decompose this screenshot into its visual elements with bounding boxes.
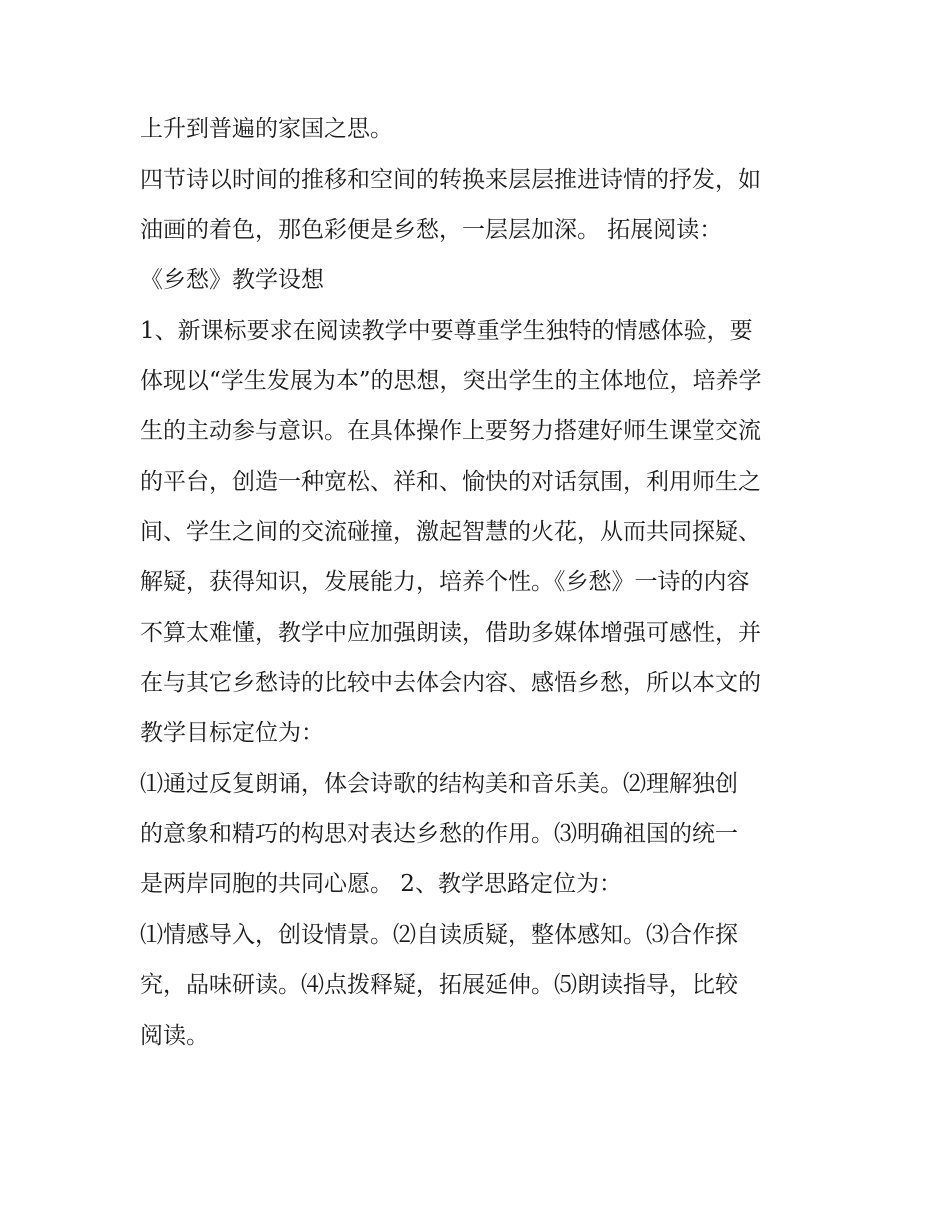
text-line: 1、新课标要求在阅读教学中要尊重学生独特的情感体验，要 [140, 318, 753, 344]
text-line: 的意象和精巧的构思对表达乡愁的作用。⑶明确祖国的统一 [140, 821, 738, 847]
text-line: 上升到普遍的家国之思。 [140, 116, 393, 142]
text-line: 解疑，获得知识，发展能力，培养个性。《乡愁》一诗的内容 [140, 569, 750, 595]
text-line: 是两岸同胞的共同心愿。 2、教学思路定位为： [140, 871, 622, 897]
text-line: 教学目标定位为： [140, 720, 324, 746]
text-line: 在与其它乡愁诗的比较中去体会内容、感悟乡愁，所以本文的 [140, 670, 761, 696]
text-line: 究，品味研读。⑷点拨释疑，拓展延伸。⑸朗读指导，比较 [140, 972, 738, 998]
text-line: 体现以“学生发展为本”的思想，突出学生的主体地位，培养学 [140, 368, 762, 394]
text-line: 间、学生之间的交流碰撞，激起智慧的火花，从而共同探疑、 [140, 519, 761, 545]
text-line: 油画的着色，那色彩便是乡愁，一层层加深。 拓展阅读： [140, 217, 723, 243]
text-line: 四节诗以时间的推移和空间的转换来层层推进诗情的抒发，如 [140, 167, 761, 193]
text-line: 生的主动参与意识。在具体操作上要努力搭建好师生课堂交流 [140, 418, 761, 444]
text-line: 阅读。 [140, 1023, 209, 1049]
text-line: ⑴情感导入，创设情景。⑵自读质疑，整体感知。⑶合作探 [140, 922, 738, 948]
text-line: 不算太难懂，教学中应加强朗读，借助多媒体增强可感性，并 [140, 620, 761, 646]
section-heading: 《乡愁》教学设想 [140, 267, 324, 293]
text-line: 的平台，创造一种宽松、祥和、愉快的对话氛围，利用师生之 [140, 469, 761, 495]
text-line: ⑴通过反复朗诵，体会诗歌的结构美和音乐美。⑵理解独创 [140, 771, 738, 797]
